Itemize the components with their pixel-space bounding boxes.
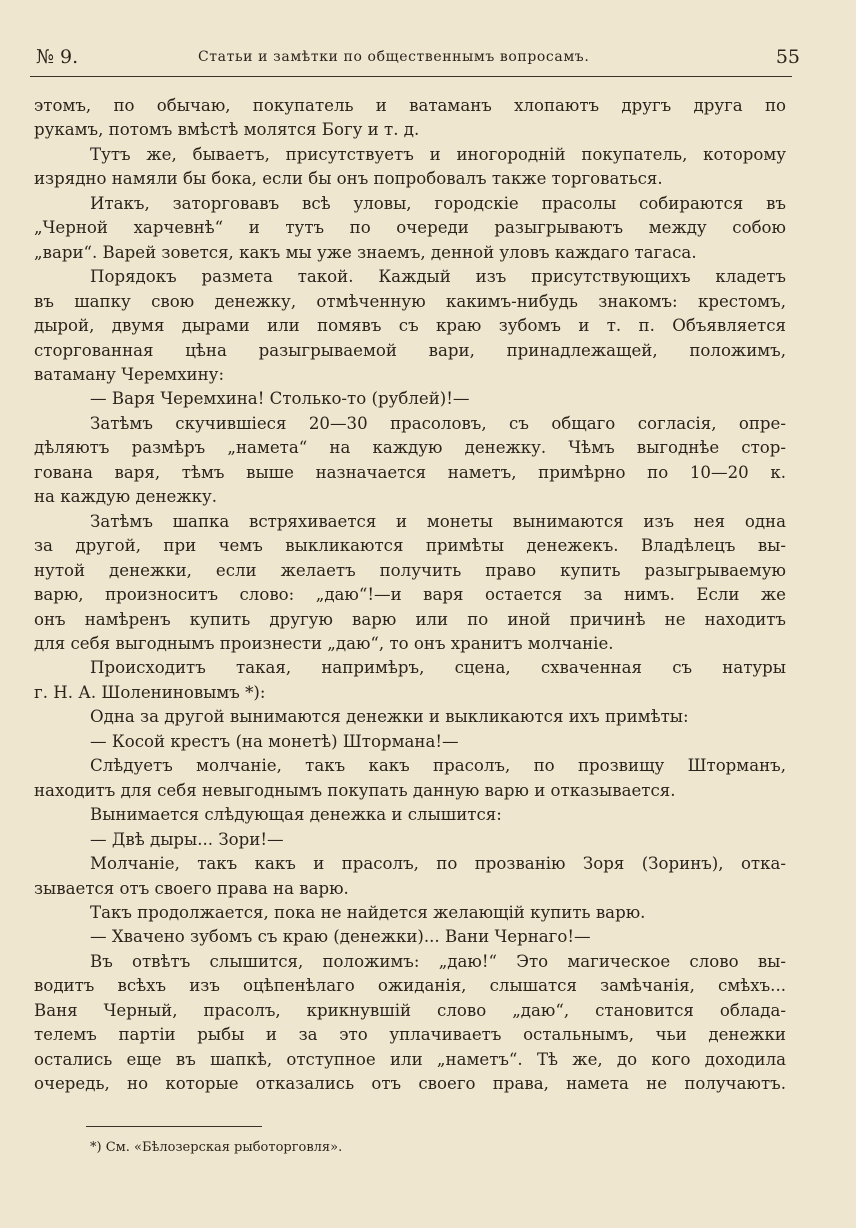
- text-line: гована варя, тѣмъ выше назначается наметъ, примѣрно по 10—20 к.: [34, 462, 786, 482]
- text-line: — Варя Черемхина! Столько-то (рублей)!—: [90, 389, 470, 409]
- text-line: варю, произноситъ слово: „даю“!—и варя остается за нимъ. Если же: [34, 585, 786, 605]
- text-line: Одна за другой вынимаются денежки и выкликаются ихъ примѣты:: [90, 707, 689, 727]
- text-line: Происходитъ такая, напримѣръ, сцена, схваченная съ натуры: [90, 658, 786, 678]
- text-line: онъ намѣренъ купить другую варю или по иной причинѣ не находитъ: [34, 609, 786, 629]
- text-line: — Хвачено зубомъ съ краю (денежки)... Вани Чернаго!—: [90, 927, 591, 947]
- text-line: сторгованная цѣна разыгрываемой вари, принадлежащей, положимъ,: [34, 340, 786, 360]
- text-line: водитъ всѣхъ изъ оцѣпенѣлаго ожиданія, слышатся замѣчанія, смѣхъ...: [34, 976, 786, 996]
- footnote-rule: [86, 1126, 262, 1127]
- page-number: 55: [775, 46, 800, 68]
- text-line: Вынимается слѣдующая денежка и слышится:: [90, 805, 502, 825]
- text-line: Затѣмъ скучившіеся 20—30 прасоловъ, съ общаго согласія, опре-: [90, 413, 786, 433]
- running-title: Статьи и замѣтки по общественнымъ вопросамъ.: [198, 49, 590, 65]
- text-line: дѣляютъ размѣръ „намета“ на каждую денежку. Чѣмъ выгоднѣе стор-: [34, 438, 786, 458]
- text-line: Затѣмъ шапка встряхивается и монеты вынимаются изъ нея одна: [90, 511, 786, 531]
- text-line: Такъ продолжается, пока не найдется желающій купить варю.: [90, 902, 646, 922]
- text-line: на каждую денежку.: [34, 487, 218, 507]
- text-line: Молчаніе, такъ какъ и прасолъ, по прозванію Зоря (Зоринъ), отка-: [90, 854, 786, 874]
- header-rule: [30, 76, 792, 77]
- text-line: ватаману Черемхину:: [34, 364, 225, 384]
- text-line: находитъ для себя невыгоднымъ покупать данную варю и отказывается.: [34, 780, 676, 800]
- text-line: остались еще въ шапкѣ, отступное или „наметъ“. Тѣ же, до кого доходила: [34, 1049, 786, 1069]
- text-line: рукамъ, потомъ вмѣстѣ молятся Богу и т. д.: [34, 120, 420, 140]
- text-line: дырой, двумя дырами или помявъ съ краю зубомъ и т. п. Объявляется: [34, 316, 786, 336]
- text-line: Тутъ же, бываетъ, присутствуетъ и иногородній покупатель, которому: [90, 144, 786, 164]
- text-line: зывается отъ своего права на варю.: [34, 878, 349, 898]
- text-line: — Двѣ дыры... Зори!—: [90, 829, 284, 849]
- footnote: *) См. «Бѣлозерская рыботорговля».: [90, 1140, 343, 1155]
- running-header: [30, 46, 800, 76]
- text-line: очередь, но которые отказались отъ своего права, намета не получаютъ.: [34, 1074, 786, 1094]
- text-line: изрядно намяли бы бока, если бы онъ попробовалъ также торговаться.: [34, 169, 663, 189]
- text-line: г. Н. А. Шолениновымъ *):: [34, 682, 266, 702]
- text-line: этомъ, по обычаю, покупатель и ватаманъ хлопаютъ другъ друга по: [34, 96, 786, 115]
- text-line: Въ отвѣтъ слышится, положимъ: „даю!“ Это магическое слово вы-: [90, 951, 786, 971]
- body-text: [34, 94, 786, 1097]
- text-line: — Косой крестъ (на монетѣ) Штормана!—: [90, 731, 459, 751]
- text-line: „вари“. Варей зовется, какъ мы уже знаемъ, денной уловъ каждаго тагаса.: [34, 242, 697, 262]
- text-line: нутой денежки, если желаетъ получить право купить разыгрываемую: [34, 560, 786, 580]
- text-line: въ шапку свою денежку, отмѣченную какимъ-нибудь знакомъ: крестомъ,: [34, 291, 786, 311]
- text-line: „Черной харчевнѣ“ и тутъ по очереди разыгрываютъ между собою: [34, 218, 786, 238]
- text-line: телемъ партіи рыбы и за это уплачиваетъ остальнымъ, чьи денежки: [34, 1025, 786, 1045]
- text-line: Слѣдуетъ молчаніе, такъ какъ прасолъ, по прозвищу Шторманъ,: [90, 756, 786, 776]
- text-line: Порядокъ размета такой. Каждый изъ присутствующихъ кладетъ: [90, 267, 786, 287]
- text-line: для себя выгоднымъ произнести „даю“, то онъ хранитъ молчаніе.: [34, 633, 614, 653]
- issue-number: № 9.: [36, 46, 79, 68]
- text-line: Ваня Черный, прасолъ, крикнувшій слово „даю“, становится облада-: [34, 1000, 786, 1020]
- text-line: Итакъ, заторговавъ всѣ уловы, городскіе прасолы собираются въ: [90, 193, 786, 213]
- text-line: за другой, при чемъ выкликаются примѣты денежекъ. Владѣлецъ вы-: [34, 536, 786, 556]
